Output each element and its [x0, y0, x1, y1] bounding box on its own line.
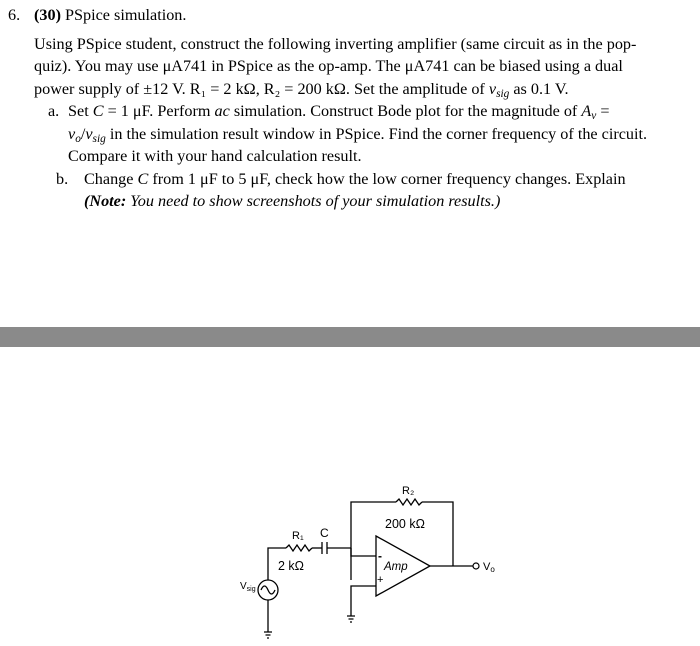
r2-resistor	[396, 499, 422, 505]
intro-line-3-text: power supply of ±12 V. R₁ = 2 kΩ, R₂ = 200 kΩ. Set the amplitude of	[34, 79, 485, 98]
vo-symbol: v	[68, 124, 76, 143]
part-a-line-1	[68, 100, 694, 123]
part-a-line-3: Compare it with your hand calculation result.	[68, 147, 362, 165]
vsig-symbol: v	[488, 79, 497, 98]
vsig-symbol: v	[85, 124, 93, 143]
note-text: You need to show screenshots of your simulation results.)	[126, 192, 501, 210]
ac-wave-icon	[261, 586, 275, 594]
part-b-label: b.	[56, 169, 69, 188]
inverting-input-label: -	[378, 549, 382, 563]
ac-term: ac	[214, 102, 230, 120]
vsig-label-letter: V	[240, 581, 247, 592]
capacitor-symbol: C	[137, 169, 149, 188]
vo-subscript: o	[75, 132, 81, 145]
gain-subscript: v	[591, 110, 597, 122]
ground-icon	[347, 616, 355, 622]
section-divider	[0, 327, 700, 347]
part-a-text: in the simulation result window in PSpice. Find the corner frequency of the circuit.	[105, 124, 648, 143]
vo-label	[483, 561, 495, 574]
part-b-text: from 1 μF to 5 μF, check how the low corner frequency changes. Explain	[148, 169, 626, 188]
part-b-line-2	[84, 190, 694, 213]
capacitor-symbol: C	[92, 102, 104, 120]
output-terminal-icon	[473, 563, 479, 569]
problem-points: (30)	[34, 6, 61, 24]
intro-line-3	[34, 78, 694, 101]
problem-number: 6.	[8, 6, 21, 24]
ground-icon	[264, 632, 272, 638]
intro-line-2: quiz). You may use μA741 in PSpice as the op-amp. The μA741 can be biased using a dual	[34, 57, 623, 75]
vsig-label-subscript: sig	[246, 586, 256, 593]
vsig-subscript: sig	[92, 132, 106, 145]
part-b-line-1	[84, 168, 694, 191]
part-a-text: = 1 μF. Perform	[103, 102, 215, 120]
vo-label-letter: V	[483, 561, 491, 573]
vsig-label	[240, 581, 256, 593]
problem-6	[8, 4, 694, 213]
part-a-label: a.	[48, 102, 60, 120]
part-a-text: Set	[68, 102, 93, 120]
gain-symbol: A	[581, 102, 592, 120]
r1-resistor	[286, 545, 312, 551]
intro-tail: as 0.1 V.	[513, 79, 569, 98]
inverting-amplifier-schematic	[225, 470, 515, 646]
r2-value: 200 kΩ	[385, 517, 425, 531]
problem-intro	[34, 33, 694, 101]
part-b	[8, 168, 694, 213]
inverting-input-wire	[351, 548, 376, 556]
part-a-line-2	[68, 123, 694, 146]
r2-label: R₂	[402, 485, 415, 497]
intro-line-1: Using PSpice student, construct the following inverting amplifier (same circuit as in the pop-	[34, 34, 637, 53]
slash: /	[80, 124, 86, 143]
part-a-text: =	[596, 102, 610, 120]
note-label: (Note:	[84, 192, 127, 210]
non-inverting-input-wire	[351, 586, 376, 616]
feedback-wire-right	[422, 502, 453, 566]
capacitor-label: C	[320, 526, 329, 540]
vo-label-subscript: o	[490, 565, 495, 574]
part-b-text: Change	[84, 169, 138, 188]
problem-title: PSpice simulation.	[65, 6, 187, 24]
r1-value: 2 kΩ	[278, 559, 305, 573]
r1-label: R₁	[292, 530, 304, 542]
non-inverting-input-label: +	[377, 574, 384, 586]
op-amp-label: Amp	[384, 561, 408, 573]
vsig-subscript: sig	[496, 87, 510, 100]
problem-heading	[8, 4, 694, 27]
part-a-text: simulation. Construct Bode plot for the magnitude of	[229, 102, 582, 120]
part-a	[8, 100, 694, 168]
